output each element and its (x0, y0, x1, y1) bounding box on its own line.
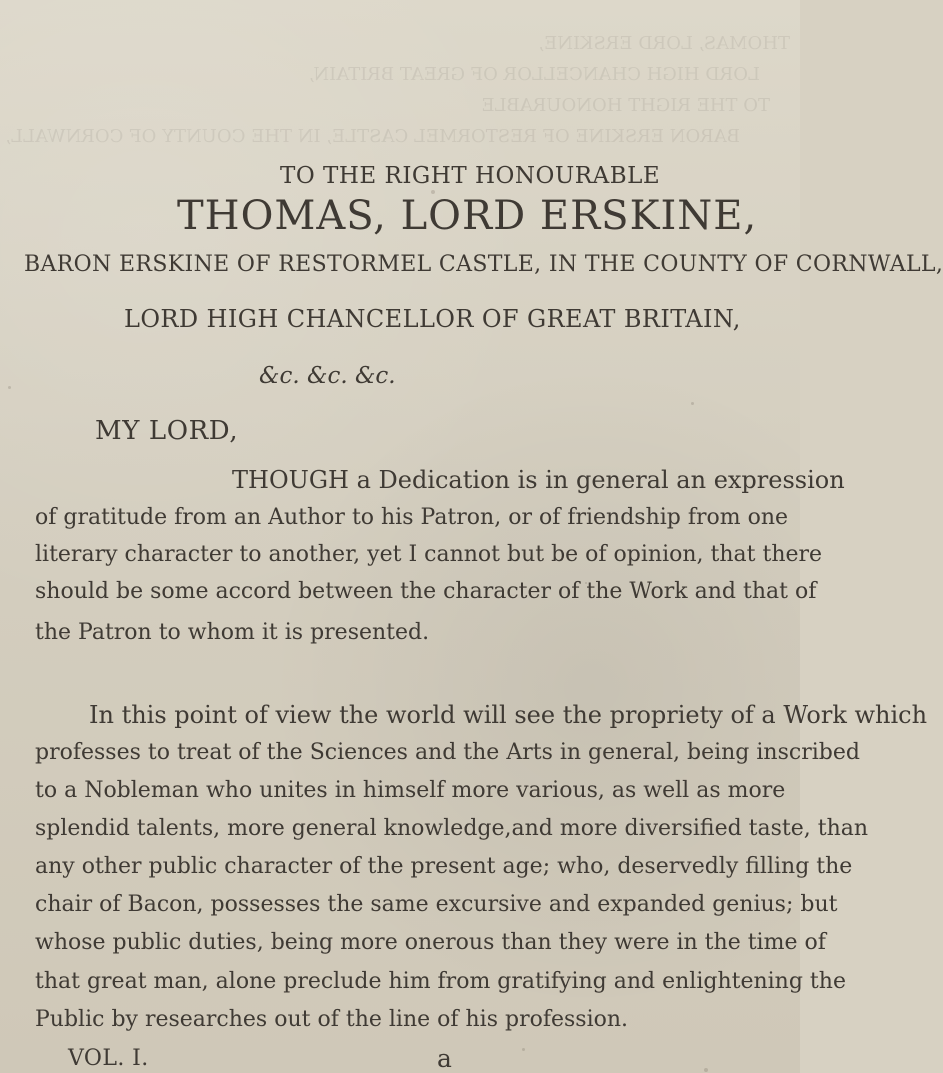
paragraph-1-line-4: should be some accord between the character of the Work and that of (35, 579, 817, 604)
paper-speck (691, 402, 694, 405)
dedication-baron-line: BARON ERSKINE OF RESTORMEL CASTLE, IN THE COUNTY OF CORNWALL, (24, 252, 943, 277)
paper-speck (8, 386, 11, 389)
paragraph-2-line-1: In this point of view the world will see the propriety of a Work which (89, 701, 928, 729)
paragraph-2-line-7: whose public duties, being more onerous than they were in the time of (35, 930, 826, 955)
paragraph-1-line-2: of gratitude from an Author to his Patron, or of friendship from one (35, 505, 789, 530)
paper-speck (704, 1068, 708, 1072)
dedication-etc-line: &c. &c. &c. (259, 363, 396, 389)
paragraph-2-line-5: any other public character of the present age; who, deservedly filling the (35, 854, 853, 879)
salutation: MY LORD, (95, 416, 239, 446)
paragraph-2-line-6: chair of Bacon, possesses the same excursive and expanded genius; but (35, 892, 838, 917)
page-signature: a (437, 1044, 452, 1073)
paper-speck (431, 190, 435, 194)
volume-marker: VOL. I. (68, 1046, 149, 1071)
paragraph-2-line-2: professes to treat of the Sciences and the Arts in general, being inscribed (35, 740, 860, 765)
ghost-text-line-4: BARON ERSKINE OF RESTORMEL CASTLE, IN THE COUNTY OF CORNWALL, (5, 126, 740, 147)
paper-speck (585, 582, 587, 584)
ghost-text-line-2: LORD HIGH CHANCELLOR OF GREAT BRITAIN, (308, 64, 760, 85)
paragraph-1-line-3: literary character to another, yet I cannot but be of opinion, that there (35, 542, 823, 567)
paragraph-2-line-3: to a Nobleman who unites in himself more various, as well as more (35, 778, 786, 803)
paragraph-1-line-1: THOUGH a Dedication is in general an expression (232, 466, 845, 494)
paper-speck (522, 1048, 525, 1051)
paragraph-1-line-5: the Patron to whom it is presented. (35, 620, 430, 645)
paragraph-2-line-4: splendid talents, more general knowledge,and more diversified taste, than (35, 816, 869, 841)
dedication-recipient-title: TO THE RIGHT HONOURABLE (280, 163, 661, 189)
ghost-text-line-1: THOMAS, LORD ERSKINE, (538, 33, 790, 54)
paragraph-2-line-8: that great man, alone preclude him from gratifying and enlightening the (35, 969, 846, 994)
show-through-text (0, 0, 800, 190)
paper-speck (64, 633, 69, 638)
paragraph-2-line-9: Public by researches out of the line of his profession. (35, 1007, 629, 1032)
dedication-name: THOMAS, LORD ERSKINE, (177, 193, 758, 239)
dedication-chancellor-line: LORD HIGH CHANCELLOR OF GREAT BRITAIN, (124, 305, 741, 333)
ghost-text-line-3: TO THE RIGHT HONOURABLE (481, 95, 770, 116)
